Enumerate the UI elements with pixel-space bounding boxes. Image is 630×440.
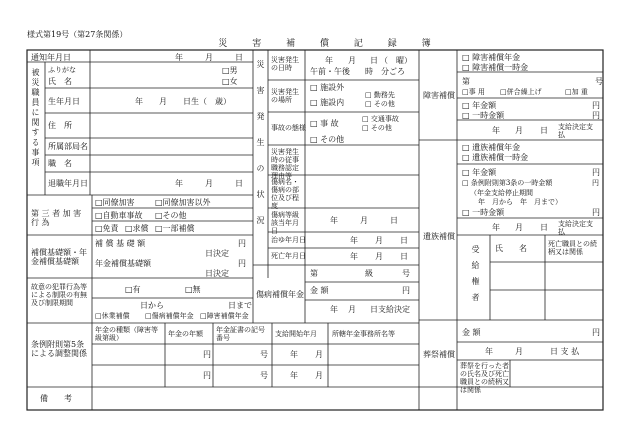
dis-lump-checkbox[interactable]: □ 障害補償一時金 [462,63,529,72]
address-label: 住 所 [48,121,72,130]
injury-decided-year[interactable]: 年 [330,305,338,314]
dis-item3-checkbox[interactable]: □加 重 [565,88,588,96]
crime-label: 故意の犯罪行為等による制限の有無及び制限期間 [31,283,87,307]
death-date-label: 死亡年月日 [271,252,306,260]
retire-label: 退職年月日 [48,179,88,188]
injury-pension-label: 傷病補償年金 [256,290,304,299]
grade-date-label: 傷病等級該当年月日 [271,211,299,235]
place-label: 災害発生の場所 [271,88,299,104]
surv-lump-amount-yen[interactable]: 円 [592,208,600,217]
claim-checkbox[interactable]: □求償 [125,224,149,233]
notice-date-year[interactable]: 年 [175,53,183,62]
pension-type-header: 年金の種類（障害等級第級） [95,326,158,342]
pension-decided: 日決定 [205,269,229,278]
dis-grade-label: 第 [462,77,470,86]
row2-yen[interactable]: 円 [203,371,211,380]
funeral-who-label: 葬祭を行った者の氏名及び死亡職員との続柄又は関係 [460,362,509,394]
death-day[interactable]: 日 [400,252,408,261]
row2-year[interactable]: 年 [290,371,298,380]
male-checkbox[interactable]: □男 [222,66,238,75]
surv-pension-amount-yen[interactable]: 円 [592,168,600,177]
occur-day[interactable]: 日 [370,56,378,65]
has-checkbox[interactable]: □有 [125,285,141,294]
form-number: 様式第19号（第27条関係） [27,30,128,39]
disability-comp-label: 障害補償 [423,91,455,100]
row2-month[interactable]: 月 [315,371,323,380]
partial-checkbox[interactable]: □一部補償 [155,224,195,233]
row1-year[interactable]: 年 [290,350,298,359]
page-title: 災 害 補 償 記 録 簿 [218,39,442,49]
cure-year[interactable]: 年 [350,236,358,245]
cure-month[interactable]: 月 [375,236,383,245]
occurrence-vertical-label: 災害発生の状況 [256,60,265,242]
place-other-checkbox[interactable]: □ その他 [365,100,395,108]
work-checkbox[interactable]: □ 勤務先 [365,91,395,99]
injury-grade-label: 第 [310,269,318,278]
same-agency-checkbox[interactable]: □同僚加害 [95,198,135,207]
dis-pension-checkbox[interactable]: □ 障害補償年金 [462,53,521,62]
surv-suspend-period[interactable]: 年 月から 年 月まで） [478,198,562,206]
cert-no-header: 年金証書の記号番号 [216,326,265,342]
dis-pension-amount-checkbox[interactable]: □ 年金額 [462,101,497,110]
pension-base-yen[interactable]: 円 [238,259,246,268]
occur-date-label: 災害発生の日時 [271,56,299,72]
receiver-relation-header: 死亡職員との続柄又は関係 [548,240,597,256]
dis-lump-amount-yen[interactable]: 円 [592,111,600,120]
dis-lump-amount-checkbox[interactable]: □ 一時金額 [462,111,505,120]
inside-checkbox[interactable]: □ 施設内 [310,98,345,107]
dis-decided-year[interactable]: 年 [492,126,500,135]
surv-lump-amount-checkbox[interactable]: □ 一時金額 [462,208,505,217]
base-label: 補償基礎額・年金補償基礎額 [31,248,87,266]
base-amount-yen[interactable]: 円 [238,239,246,248]
row1-yen[interactable]: 円 [203,350,211,359]
occur-weekday[interactable]: （ 曜） [380,56,412,65]
accident-other2-checkbox[interactable]: □ その他 [310,135,345,144]
exempt-checkbox[interactable]: □免責 [95,224,119,233]
remarks-label: 備 考 [40,394,72,403]
dis-pension-amount-yen[interactable]: 円 [592,101,600,110]
dis-decided-day[interactable]: 日 [540,126,548,135]
funeral-amount-label: 金 額 [462,328,481,337]
start-month-header: 支給開始年月 [275,330,317,338]
other-checkbox[interactable]: □その他 [155,211,187,220]
dis-grade-go[interactable]: 号 [595,77,603,86]
injury-label: 傷病名・傷病の部位及び程度 [271,178,299,210]
surv-payment-decided: 支給決定支 払 [558,220,600,236]
accident-checkbox[interactable]: □ 事 故 [310,119,339,128]
name-label: 氏 名 [48,77,72,86]
cure-date-label: 治ゆ年月日 [271,236,306,244]
injury-amount-yen[interactable]: 円 [402,286,410,295]
funeral-amount-yen[interactable]: 円 [592,328,600,337]
other-agency-checkbox[interactable]: □同僚加害以外 [155,198,211,207]
none-checkbox[interactable]: □無 [185,285,201,294]
occur-ampm[interactable]: 午前・午後 [310,67,350,76]
injury-grade-go[interactable]: 号 [402,269,410,278]
receiver-label: 受給権者 [471,245,480,309]
funeral-paid[interactable]: 日 支 払 [550,347,580,356]
outside-checkbox[interactable]: □ 施設外 [310,83,345,92]
dis-item1-checkbox[interactable]: □事 用 [462,88,485,96]
receiver-name-header: 氏 名 [495,244,527,253]
occur-year[interactable]: 年 [325,56,333,65]
injury-grade-kyuu[interactable]: 級 [365,269,373,278]
injury-decided-month[interactable]: 月 [348,305,356,314]
leave-checkbox[interactable]: □休業補償 [95,312,130,320]
base-from: 日決定 [205,249,229,258]
dis-decided-month[interactable]: 月 [515,126,523,135]
period-to[interactable]: 日まで [228,301,252,310]
grade-month[interactable]: 月 [360,216,368,225]
birth-label: 生年月日 [48,97,80,106]
surv-decided-year[interactable]: 年 [492,223,500,232]
adjust-label: 条例附則第5条による調整関係 [31,340,87,358]
funeral-comp-label: 葬祭補償 [423,350,455,359]
car-accident-checkbox[interactable]: □自動車事故 [95,211,143,220]
period-from[interactable]: 日から [140,301,164,310]
row2-go[interactable]: 号 [260,371,268,380]
funeral-month[interactable]: 月 [515,347,523,356]
grade-year[interactable]: 年 [330,216,338,225]
retire-year[interactable]: 年 [175,179,183,188]
dis-payment-decided: 支給決定支 払 [558,123,600,139]
accident-type-label: 事故の態様 [271,124,306,132]
row1-month[interactable]: 月 [315,350,323,359]
row1-go[interactable]: 号 [260,350,268,359]
retire-month[interactable]: 月 [205,179,213,188]
job-label: 職 名 [48,159,72,168]
injury-decided[interactable]: 日支給決定 [370,305,410,314]
furigana-label: ふりがな [48,66,76,74]
third-party-label: 第 三 者 加 害 行 為 [31,209,82,227]
surv-provision-checkbox[interactable]: □ 条例附則第3条の一時金額 [462,179,553,187]
death-year[interactable]: 年 [350,252,358,261]
occur-month[interactable]: 月 [348,56,356,65]
surv-pension-amount-checkbox[interactable]: □ 年金額 [462,168,497,177]
occur-time[interactable]: 時 分ごろ [365,67,405,76]
disability-checkbox[interactable]: □傷病補償年金 [145,312,194,320]
notice-date-label: 通知年月日 [31,53,71,62]
surv-decided-day[interactable]: 日 [540,223,548,232]
death-month[interactable]: 月 [375,252,383,261]
dis-item2-checkbox[interactable]: □併合繰上げ [500,88,542,96]
office-no-header: 所轄年金事務所名等 [332,330,395,338]
funeral-year[interactable]: 年 [485,347,493,356]
traffic-checkbox[interactable]: □ 交通事故 [362,115,399,123]
notice-date-month[interactable]: 月 [205,53,213,62]
accident-other-checkbox[interactable]: □ その他 [362,124,392,132]
injury-amount-label: 金 額 [310,286,329,295]
survivor-comp-label: 遺族補償 [423,232,455,241]
notice-date-day[interactable]: 日 [235,53,243,62]
grade-day[interactable]: 日 [390,216,398,225]
pension-base-label: 年金補償基礎額 [95,259,151,268]
disability2-checkbox[interactable]: □障害補償年金 [200,312,249,320]
surv-provision-yen[interactable]: 円 [592,179,599,187]
surv-lump-checkbox[interactable]: □ 遺族補償一時金 [462,153,529,162]
retire-day[interactable]: 日 [235,179,243,188]
duty-label: 災害発生時の従事職務認定理由等 [271,148,299,180]
surv-decided-month[interactable]: 月 [515,223,523,232]
surv-pension-checkbox[interactable]: □ 遺族補償年金 [462,143,521,152]
base-amount-label: 補 償 基 礎 額 [95,239,146,248]
surv-suspend-label: （年金支給停止期間 [470,189,533,197]
birth-field[interactable]: 年 月 日生（ 歳） [135,97,231,106]
female-checkbox[interactable]: □女 [222,77,238,86]
pension-amount-header: 年金の年額 [168,330,203,338]
cure-day[interactable]: 日 [400,236,408,245]
victim-group-label: 被災職員に関する事項 [31,68,40,168]
office-label: 所属部局名 [48,142,88,151]
